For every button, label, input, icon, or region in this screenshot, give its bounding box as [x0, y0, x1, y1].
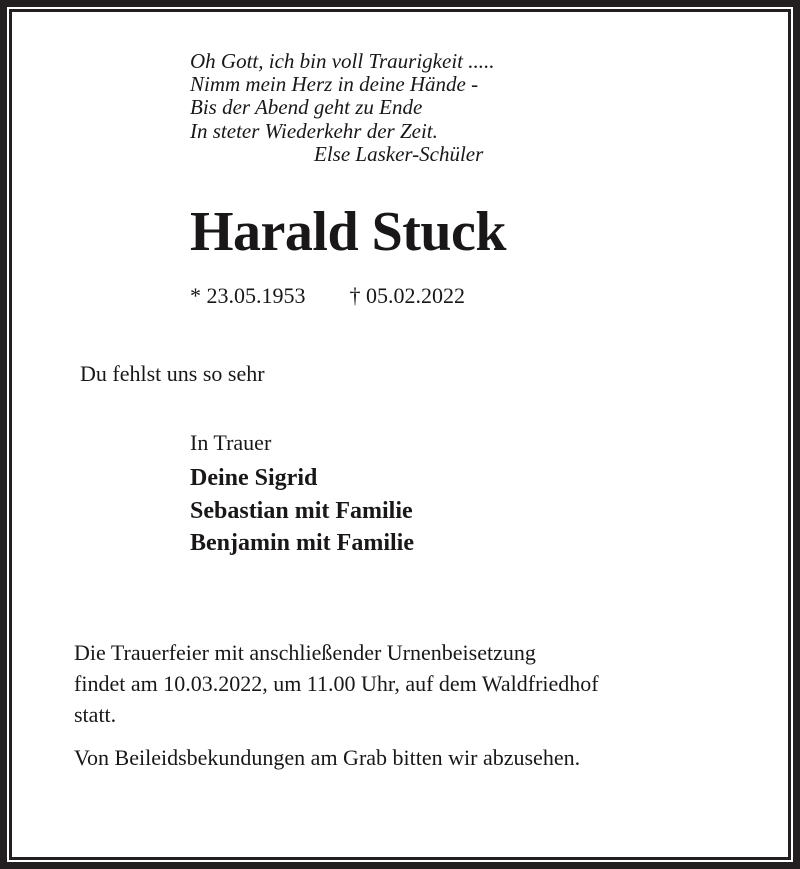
ceremony-line: Die Trauerfeier mit anschließender Urnenbeisetzung — [74, 640, 536, 665]
mourner: Sebastian mit Familie — [190, 497, 413, 524]
message: Du fehlst uns so sehr — [80, 361, 265, 386]
poem-line: Nimm mein Herz in deine Hände - — [190, 72, 479, 97]
birth-date: * 23.05.1953 — [190, 283, 306, 308]
mourner: Deine Sigrid — [190, 465, 318, 491]
life-dates — [190, 283, 465, 309]
condolence-note: Von Beileidsbekundungen am Grab bitten wir abzusehen. — [74, 745, 581, 770]
death-date: † 05.02.2022 — [349, 283, 465, 308]
mourners-list — [190, 462, 414, 560]
mourner: Benjamin mit Familie — [190, 530, 414, 556]
poem-line: Bis der Abend geht zu Ende — [190, 95, 423, 120]
ceremony-line: statt. — [74, 702, 117, 727]
poem-author: Else Lasker-Schüler — [314, 141, 484, 166]
ceremony-info — [74, 637, 599, 730]
poem-line: In steter Wiederkehr der Zeit. — [190, 118, 438, 143]
ceremony-line: findet am 10.03.2022, um 11.00 Uhr, auf dem Waldfriedhof — [74, 671, 599, 696]
mourning-label: In Trauer — [190, 430, 272, 455]
deceased-name: Harald Stuck — [190, 201, 507, 263]
poem — [190, 50, 495, 166]
poem-line: Oh Gott, ich bin voll Traurigkeit ..... — [190, 49, 495, 73]
